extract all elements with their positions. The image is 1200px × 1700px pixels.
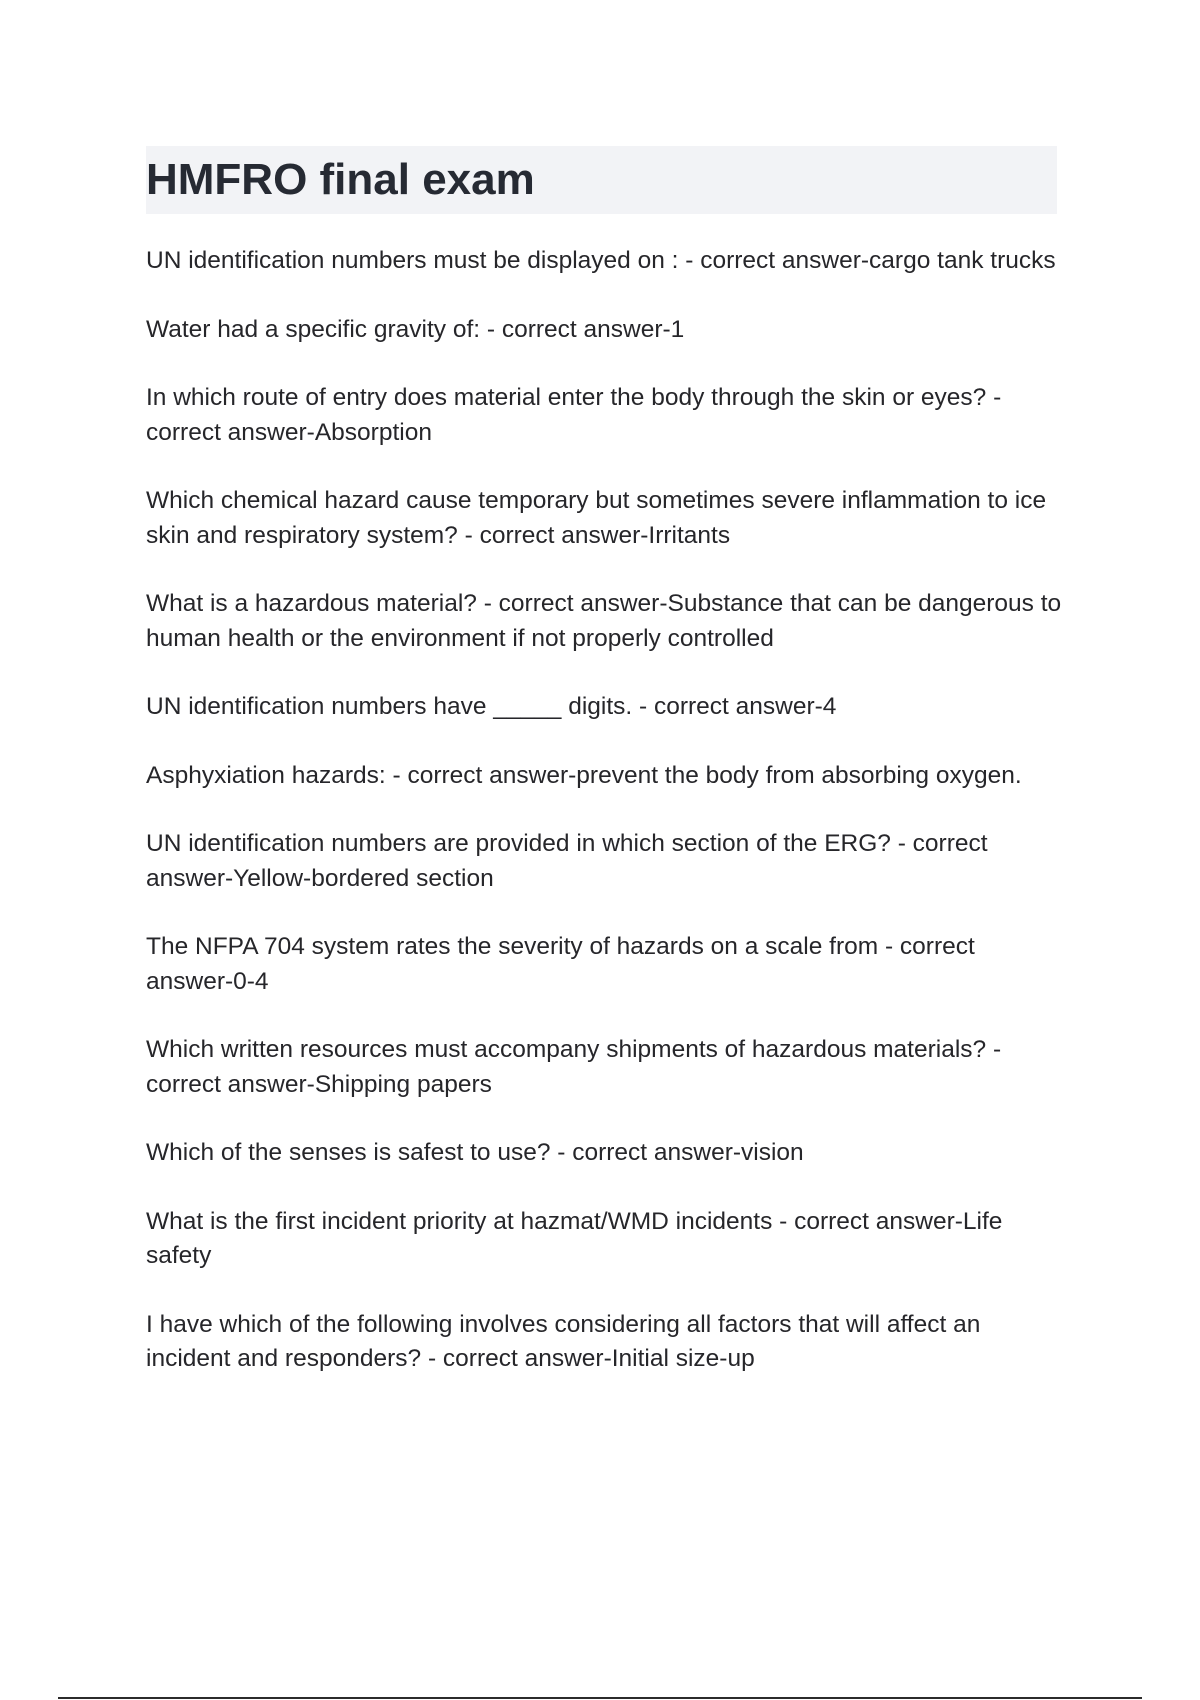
qa-item: UN identification numbers are provided in which section of the ERG? - correct answer-Yellow-bordered section: [146, 830, 988, 892]
question-answer-list: [146, 244, 1066, 1411]
page-footer-divider: [58, 1697, 1142, 1699]
qa-item: UN identification numbers have _____ digits. - correct answer-4: [146, 693, 837, 720]
qa-item: I have which of the following involves considering all factors that will affect an incident and responders? - correct answer-Initial size-up: [146, 1310, 981, 1372]
qa-item: In which route of entry does material enter the body through the skin or eyes? - correct answer-Absorption: [146, 384, 1002, 446]
qa-item: What is the first incident priority at hazmat/WMD incidents - correct answer-Life safety: [146, 1207, 1003, 1269]
qa-item: Which chemical hazard cause temporary but sometimes severe inflammation to ice skin and respiratory system? - correct answer-Irritants: [146, 487, 1047, 549]
qa-item: Asphyxiation hazards: - correct answer-prevent the body from absorbing oxygen.: [146, 761, 1022, 789]
page-title: HMFRO final exam: [146, 155, 535, 204]
qa-item: The NFPA 704 system rates the severity of hazards on a scale from - correct answer-0-4: [146, 933, 975, 995]
qa-item: Which of the senses is safest to use? - correct answer-vision: [146, 1139, 804, 1166]
qa-item: Water had a specific gravity of: - correct answer-1: [146, 315, 685, 343]
qa-item: UN identification numbers must be displayed on : - correct answer-cargo tank trucks: [146, 247, 1056, 274]
qa-item: Which written resources must accompany shipments of hazardous materials? - correct answer-Shipping papers: [146, 1036, 1002, 1098]
qa-item: What is a hazardous material? - correct answer-Substance that can be dangerous to human health or the environment if not properly controlled: [146, 590, 1062, 652]
